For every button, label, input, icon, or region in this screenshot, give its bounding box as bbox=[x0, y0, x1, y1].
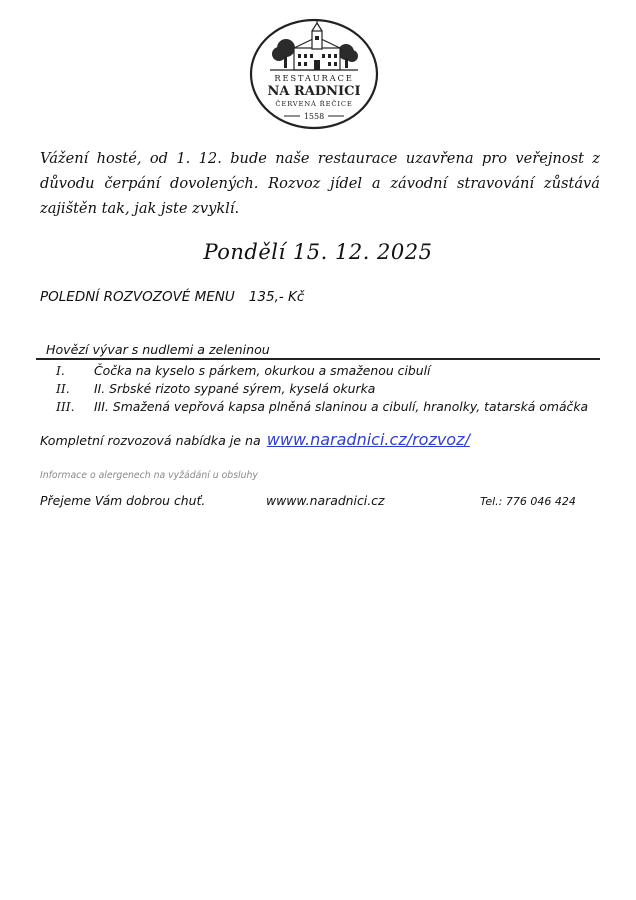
restaurant-logo bbox=[248, 18, 380, 130]
delivery-link[interactable]: www.naradnici.cz/rozvoz/ bbox=[266, 430, 470, 449]
divider-line bbox=[36, 358, 600, 360]
menu-heading bbox=[40, 289, 304, 305]
meal-text: II. Srbské rizoto sypané sýrem, kyselá okurka bbox=[94, 381, 376, 396]
meal-item bbox=[56, 362, 616, 380]
intro-paragraph: Vážení hosté, od 1. 12. bude naše restaurace uzavřena pro veřejnost z důvodu čerpání dovolených. Rozvoz jídel a závodní stravování zůstává zajištěn tak, jak jste zvyklí. bbox=[40, 150, 600, 217]
logo-line-2: NA RADNICI bbox=[267, 84, 361, 99]
logo-year: 1558 bbox=[303, 112, 325, 121]
meal-text: Čočka na kyselo s párkem, okurkou a smaženou cibulí bbox=[94, 363, 431, 378]
greeting-text: Přejeme Vám dobrou chuť. bbox=[40, 493, 206, 508]
logo-line-3: ČERVENÁ ŘEČICE bbox=[275, 100, 353, 108]
menu-date: Pondělí 15. 12. 2025 bbox=[203, 240, 433, 264]
soup-item: Hovězí vývar s nudlemi a zeleninou bbox=[46, 342, 270, 357]
meal-list bbox=[56, 362, 616, 416]
delivery-offer bbox=[40, 430, 470, 449]
meal-number: I. bbox=[56, 363, 65, 378]
menu-title: POLEDNÍ ROZVOZOVÉ MENU bbox=[40, 289, 235, 305]
offer-label: Kompletní rozvozová nabídka je na bbox=[40, 433, 261, 448]
meal-number: II. bbox=[56, 381, 70, 396]
allergen-note: Informace o alergenech na vyžádání u obsluhy bbox=[40, 470, 258, 481]
phone-text: Tel.: 776 046 424 bbox=[480, 495, 576, 508]
meal-item bbox=[56, 380, 616, 398]
menu-price: 135,- Kč bbox=[248, 289, 305, 305]
meal-number: III. bbox=[56, 399, 75, 414]
logo-line-1: RESTAURACE bbox=[274, 73, 354, 83]
meal-item bbox=[56, 398, 616, 416]
website-text: wwww.naradnici.cz bbox=[266, 493, 385, 508]
meal-text: III. Smažená vepřová kapsa plněná slaninou a cibulí, hranolky, tatarská omáčka bbox=[94, 399, 589, 414]
